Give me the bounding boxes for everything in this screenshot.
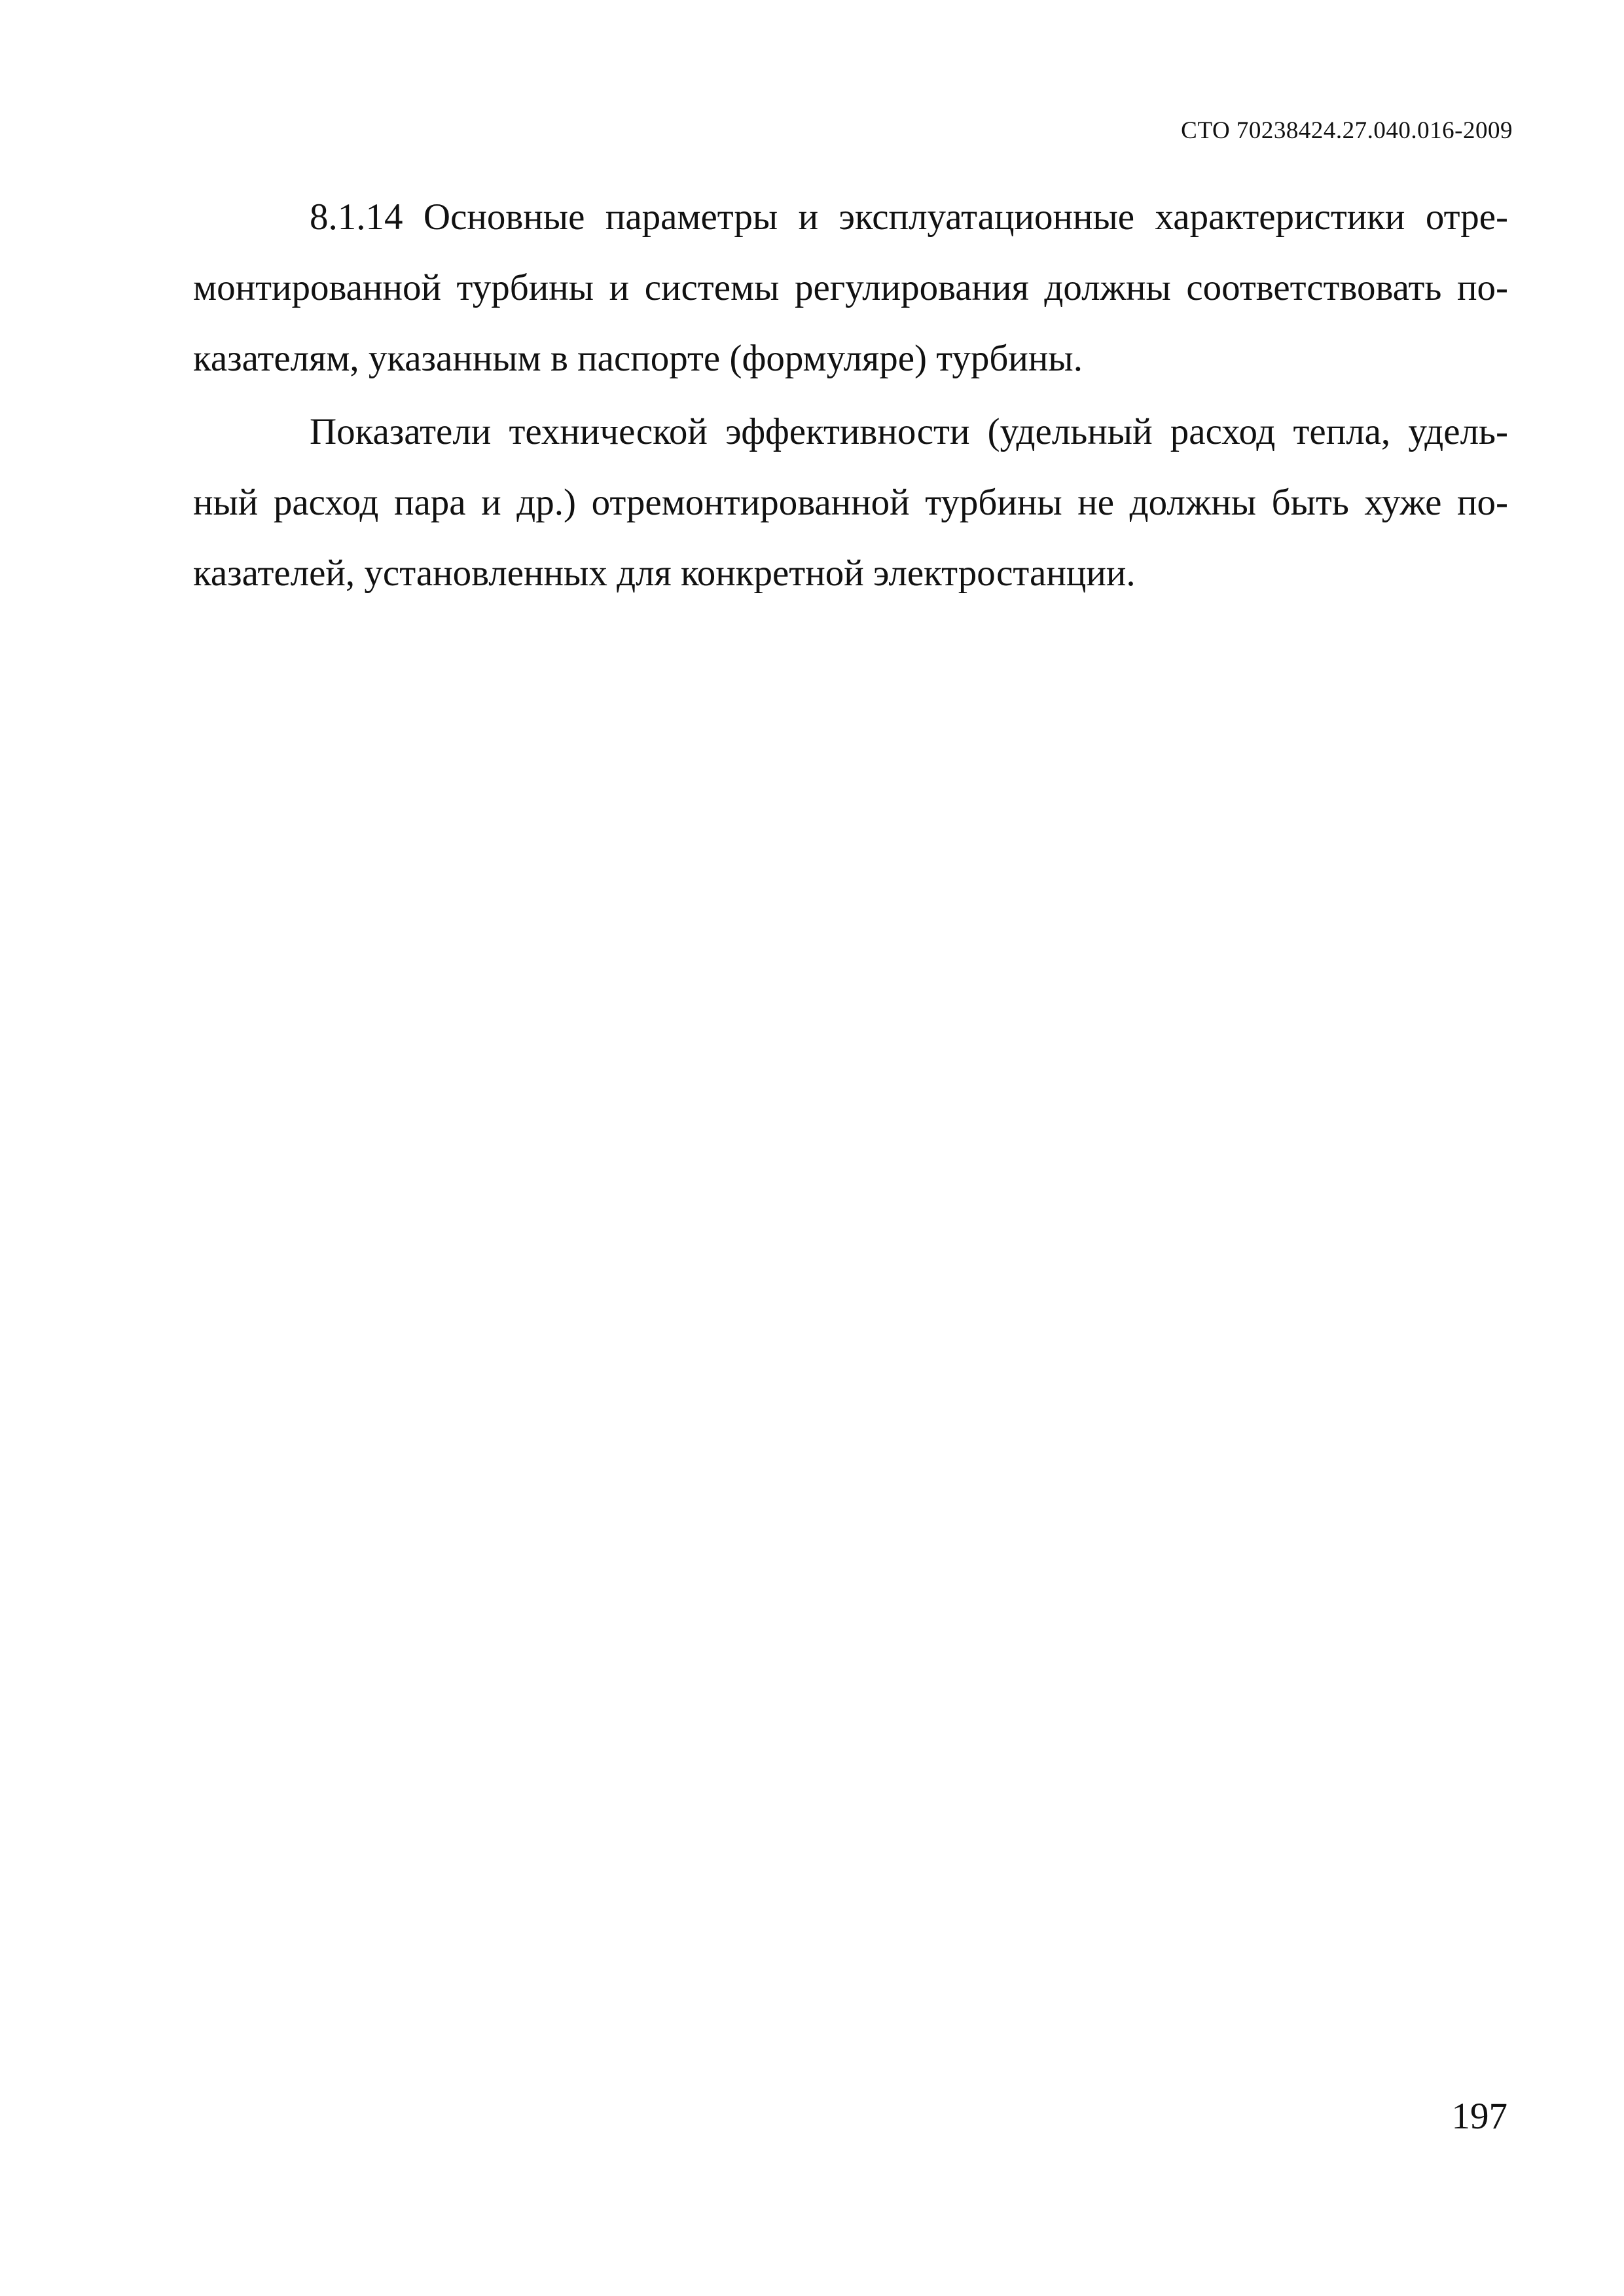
paragraph-line: 8.1.14 Основные параметры и эксплуатационные характеристики отре- [310,196,1508,238]
paragraph-line: монтированной турбины и системы регулирования должны соответствовать по- [193,267,1508,308]
document-code-header: СТО 70238424.27.040.016-2009 [1181,117,1513,144]
paragraph-line: ный расход пара и др.) отремонтированной турбины не должны быть хуже по- [193,482,1508,523]
paragraph-line: казателям, указанным в паспорте (формуляре) турбины. [193,338,1083,379]
paragraph-efficiency-indicators [193,397,1508,609]
paragraph-8-1-14 [193,182,1508,394]
paragraph-line: казателей, установленных для конкретной электростанции. [193,553,1136,594]
page-number: 197 [1451,2096,1507,2137]
paragraph-line: Показатели технической эффективности (удельный расход тепла, удель- [310,411,1508,452]
